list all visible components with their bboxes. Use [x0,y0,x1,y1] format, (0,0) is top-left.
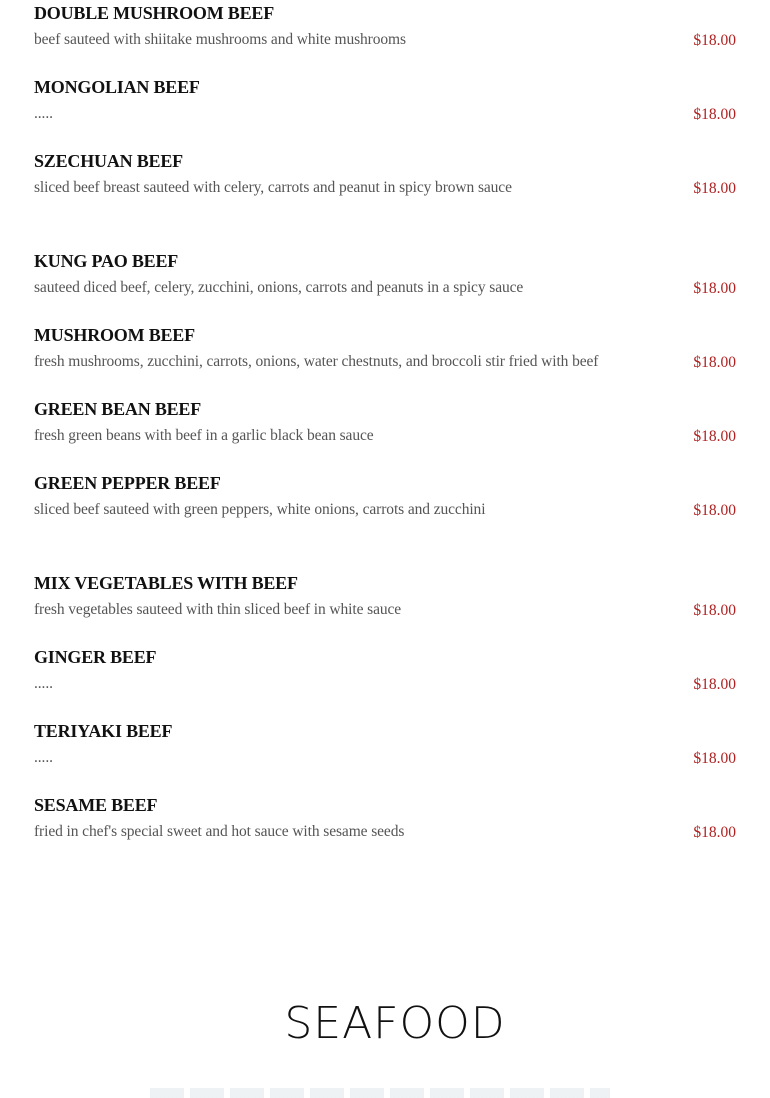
item-price: $18.00 [693,32,736,49]
item-name: MUSHROOM BEEF [34,325,195,345]
item-description: ..... [34,749,53,766]
item-price: $18.00 [693,428,736,445]
item-name: KUNG PAO BEEF [34,251,179,271]
item-name: GINGER BEEF [34,647,157,667]
item-description: ..... [34,105,53,122]
item-price: $18.00 [693,106,736,123]
item-price: $18.00 [693,180,736,197]
item-price: $18.00 [693,750,736,767]
menu-item [34,149,736,209]
item-name: GREEN BEAN BEEF [34,399,202,419]
menu-item [34,75,736,135]
item-description: sauteed diced beef, celery, zucchini, onions, carrots and peanuts in a spicy sauce [34,279,524,296]
item-price: $18.00 [693,824,736,841]
menu-item [34,1,736,61]
item-price: $18.00 [693,502,736,519]
item-price: $18.00 [693,676,736,693]
item-price: $18.00 [693,602,736,619]
item-price: $18.00 [693,354,736,371]
menu-item [34,571,736,631]
menu-item [34,645,736,705]
item-description: sliced beef sauteed with green peppers, white onions, carrots and zucchini [34,501,486,518]
item-description: ..... [34,675,53,692]
item-name: MIX VEGETABLES WITH BEEF [34,573,298,593]
menu-item [34,719,736,779]
item-price: $18.00 [693,280,736,297]
item-name: TERIYAKI BEEF [34,721,173,741]
item-name: DOUBLE MUSHROOM BEEF [34,3,275,23]
section-title-seafood: SEAFOOD [284,998,506,1049]
menu-item [34,323,736,383]
cut-off-content [150,1088,610,1098]
item-description: beef sauteed with shiitake mushrooms and white mushrooms [34,31,406,48]
item-name: GREEN PEPPER BEEF [34,473,221,493]
menu-item [34,471,736,531]
menu-item [34,397,736,457]
item-description: fresh mushrooms, zucchini, carrots, onions, water chestnuts, and broccoli stir fried with beef [34,353,599,370]
item-description: fresh green beans with beef in a garlic black bean sauce [34,427,374,444]
menu-item [34,249,736,309]
item-name: MONGOLIAN BEEF [34,77,200,97]
item-description: fried in chef's special sweet and hot sauce with sesame seeds [34,823,405,840]
item-name: SZECHUAN BEEF [34,151,183,171]
item-description: sliced beef breast sauteed with celery, carrots and peanut in spicy brown sauce [34,179,512,196]
item-name: SESAME BEEF [34,795,158,815]
menu-item [34,793,736,853]
item-description: fresh vegetables sauteed with thin sliced beef in white sauce [34,601,402,618]
